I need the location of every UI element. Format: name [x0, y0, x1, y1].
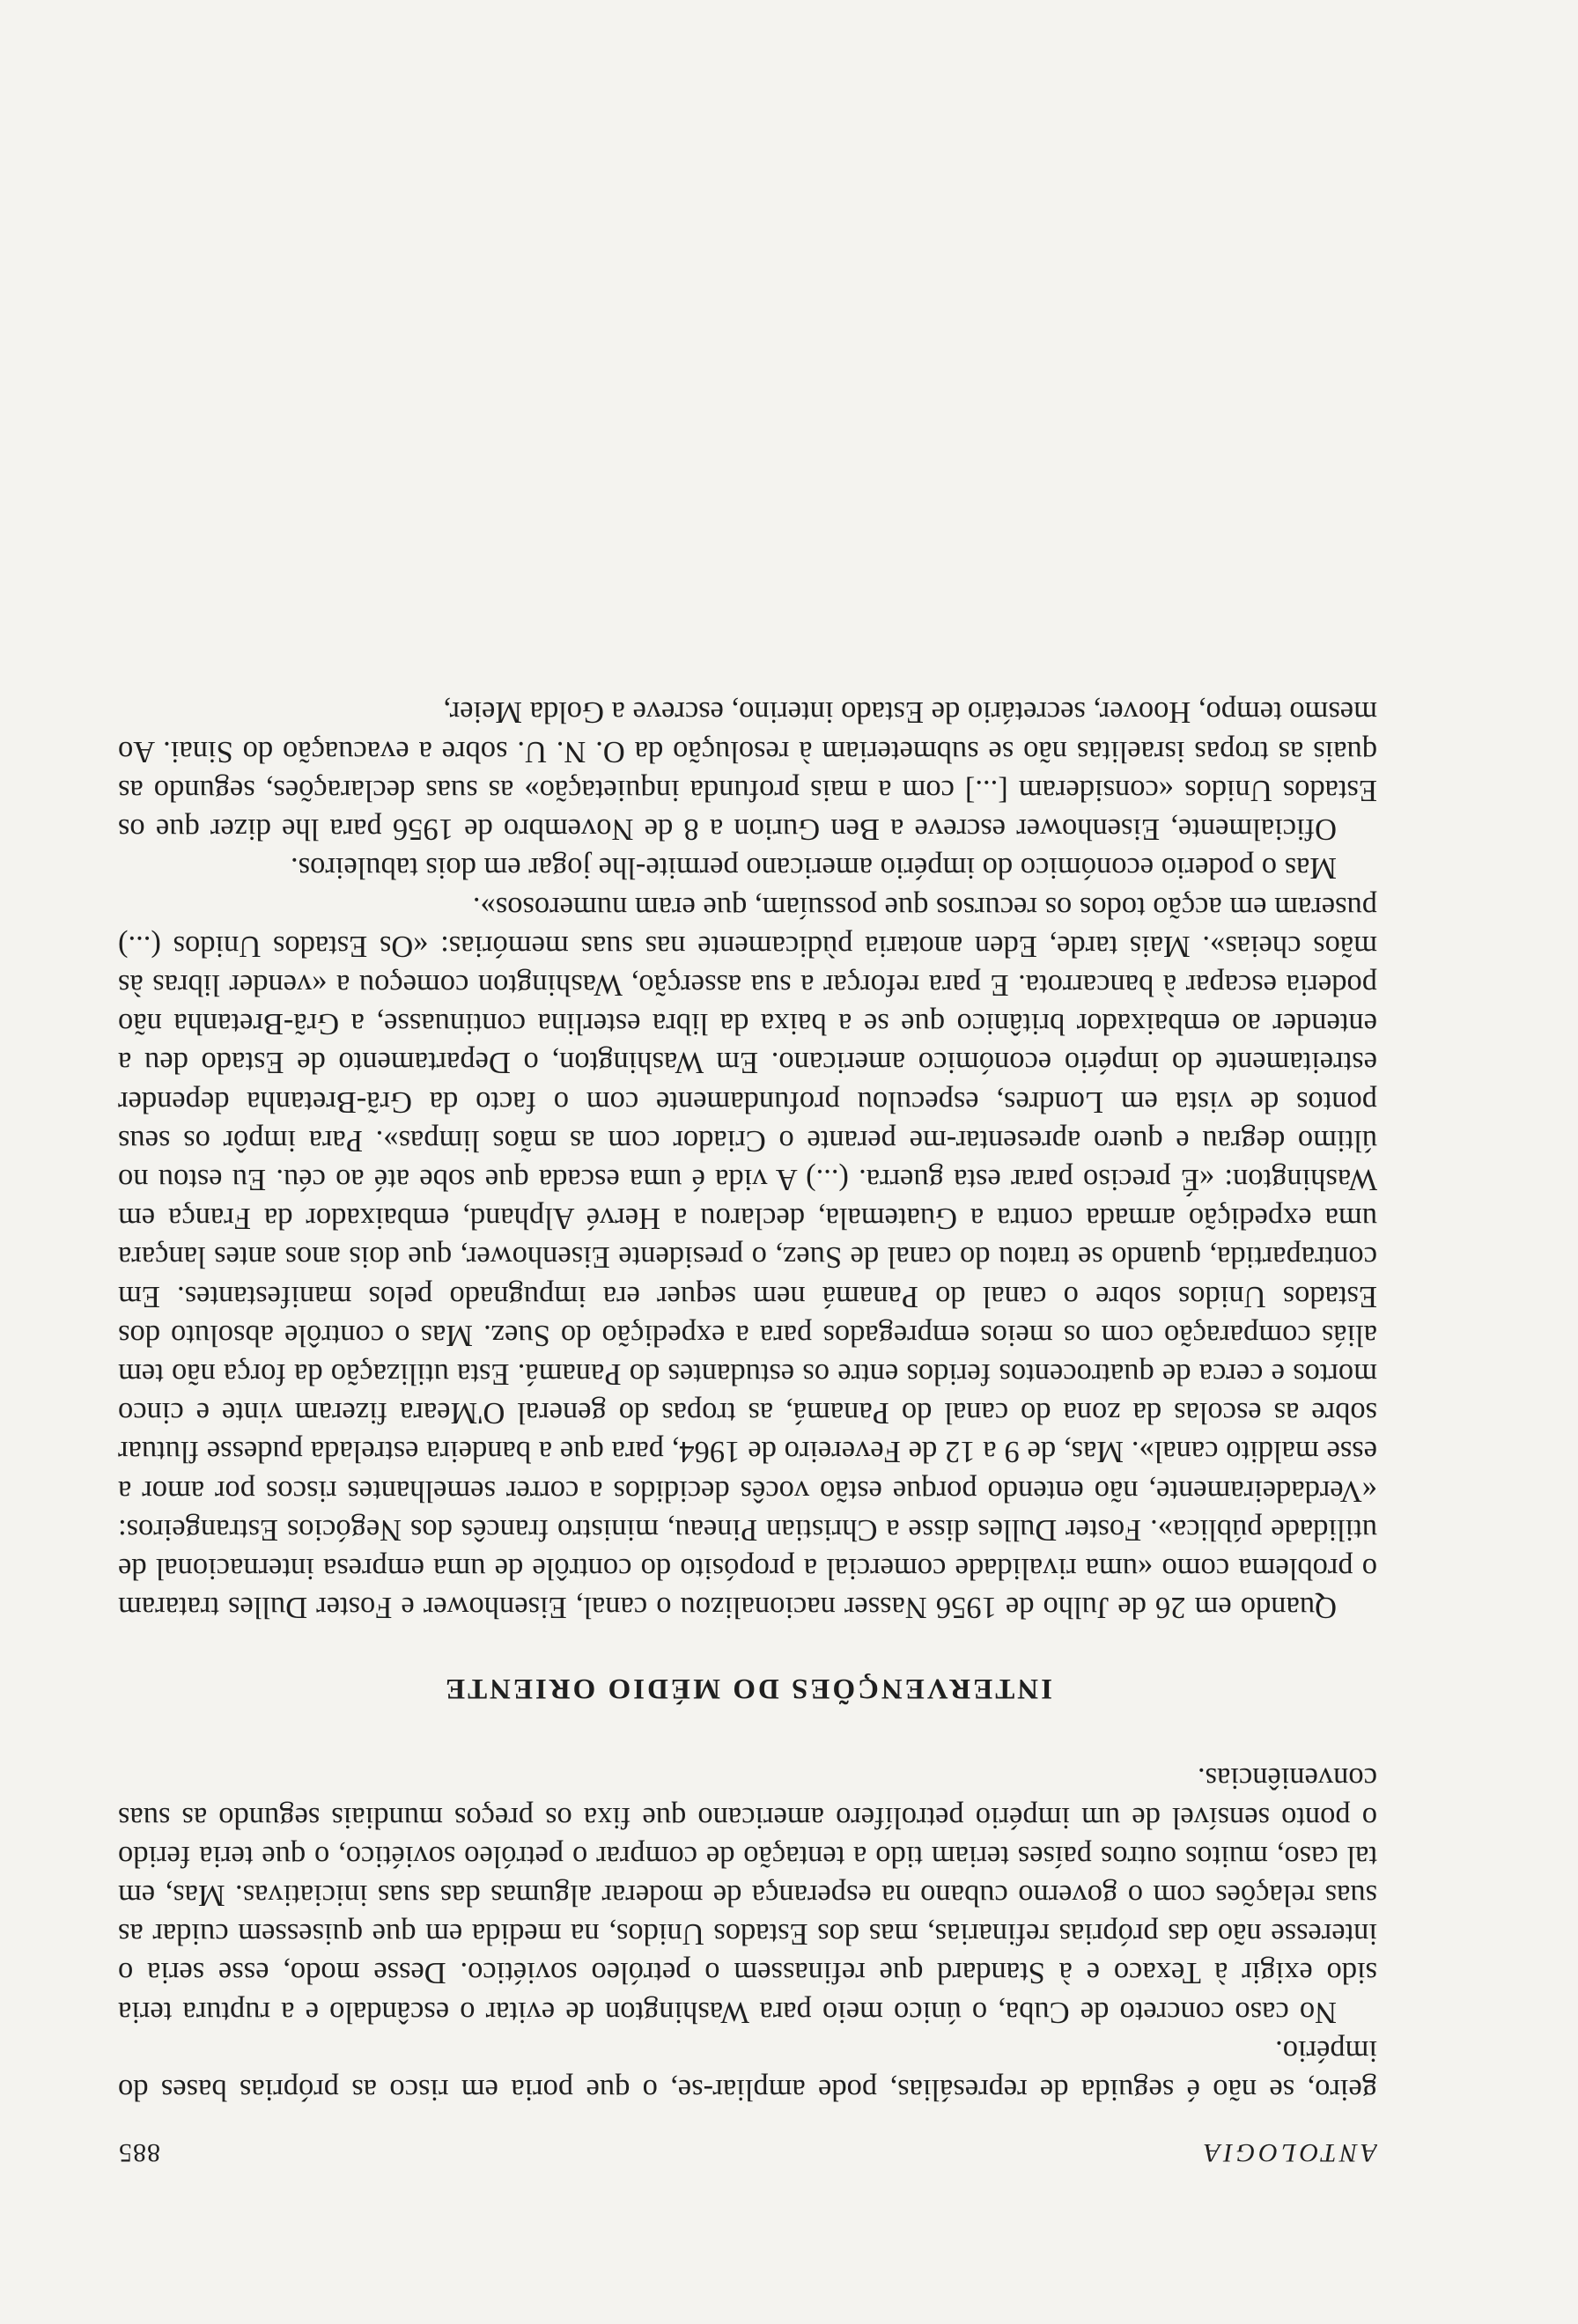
paragraph-two-boards: Mas o poderio económico do império americano permite-lhe jogar em dois tabuleiros. — [291, 851, 1337, 886]
page-number: 885 — [118, 2138, 160, 2167]
section-heading: INTERVENÇÕES DO MÉDIO ORIENTE — [443, 1673, 1052, 1705]
running-head — [118, 2129, 1377, 2167]
page-content — [118, 143, 1377, 2167]
paragraph-cuba: No caso concreto de Cuba, o único meio para Washington de evitar o escândalo e a ruptura teria sido exigir à Texaco e à Standard que refinassem o petróleo soviético. Desse modo, esse seria o interesse não das próprias refinarias, mas dos Estados Unidos, na medida em que quisessem cuidar as suas relações com o governo cubano na esperança de moderar algumas das suas iniciativas. Mas, em tal caso, muitos outros países teriam tido a tentação de comprar o petróleo soviético, o que teria ferido o ponto sensível de um império petrolífero americano que fixa os preços mundiais segundo as suas conveniências. — [118, 1761, 1377, 2029]
running-title: ANTOLOGIA — [1200, 2138, 1377, 2167]
paragraph-eisenhower-ben-gurion: Oficialmente, Eisenhower escreve a Ben Gurion a 8 de Novembro de 1956 para lhe dizer que os Estados Unidos «consideram [...] com a mais profunda inquietação» as suas declarações, segundo as quais as tropas israelitas não se submeteriam à resolução da O. N. U. sobre a evacuação do Sinai. Ao mesmo tempo, Hoover, secretário de Estado interino, escreve a Golda Meier, — [118, 695, 1377, 847]
paragraph-suez: Quando em 26 de Julho de 1956 Nasser nacionalizou o canal, Eisenhower e Foster Dulles trataram o problema como «uma rivalidade comercial a propósito do contrôle de uma empresa internacional de utilidade pública». Foster Dulles disse a Christian Pineau, ministro francês dos Negócios Estrangeiros: «Verdadeiramente, não entendo porque estão vocês decididos a correr semelhantes riscos por amor a esse maldito canal». Mas, de 9 a 12 de Fevereiro de 1964, para que a bandeira estrelada pudesse flutuar sobre as escolas da zona do canal do Panamá, as tropas do general O'Meara fizeram vinte e cinco mortos e cerca de quatrocentos feridos entre os estudantes do Panamá. Esta utilização da força não tem aliás comparação com os meios empregados para a expedição do Suez. Mas o contrôle absoluto dos Estados Unidos sobre o canal do Panamá nem sequer era impugnado pelos manifestantes. Em contrapartida, quando se tratou do canal de Suez, o presidente Eisenhower, que dois anos antes lançara uma expedição armada contra a Guatemala, declarou a Hervé Alphand, embaixador da França em Washington: «É preciso parar esta guerra. (...) A vida é uma escada que sobe até ao céu. Eu estou no último degrau e quero apresentar-me perante o Criador com as mãos limpas». Para impôr os seus pontos de vista em Londres, especulou profundamente com o facto da Grã-Bretanha depender estreitamente do império económico americano. Em Washington, o Departamento de Estado deu a entender ao embaixador britânico que se a baixa da libra esterlina continuasse, a Grã-Bretanha não poderia escapar à bancarrota. E para reforçar a sua asserção, Washington começou a «vender libras às mãos cheias». Mais tarde, Eden anotaria pùdicamente nas suas memórias: «Os Estados Unidos (...) puseram em acção todos os recursos que possuíam, que eram numerosos». — [118, 890, 1377, 1625]
paragraph-continuation: geiro, se não é seguida de represálias, pode ampliar-se, o que poria em risco as próprias bases do império. — [118, 2034, 1377, 2107]
